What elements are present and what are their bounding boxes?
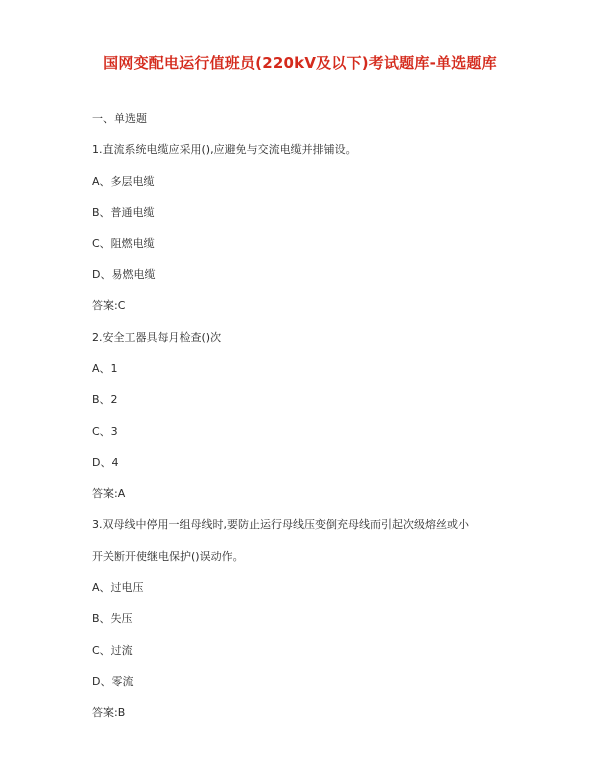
question-3-option-d: D、零流 [92, 675, 134, 688]
question-3-option-a: A、过电压 [92, 581, 144, 594]
question-1-answer: 答案:C [92, 299, 126, 312]
question-1-option-b: B、普通电缆 [92, 206, 155, 219]
question-2-option-b: B、2 [92, 393, 118, 406]
question-3-option-c: C、过流 [92, 644, 133, 657]
question-1-option-a: A、多层电缆 [92, 175, 155, 188]
question-2-option-a: A、1 [92, 362, 118, 375]
question-1-option-d: D、易燃电缆 [92, 268, 156, 281]
document-title: 国网变配电运行值班员(220kV及以下)考试题库-单选题库 [103, 54, 497, 72]
question-2-option-c: C、3 [92, 425, 118, 438]
question-1-stem: 1.直流系统电缆应采用(),应避免与交流电缆并排铺设。 [92, 143, 357, 156]
question-3-option-b: B、失压 [92, 612, 133, 625]
section-heading: 一、单选题 [92, 112, 147, 125]
question-3-stem-line-2: 开关断开使继电保护()误动作。 [92, 550, 244, 563]
question-2-answer: 答案:A [92, 487, 126, 500]
question-3-stem-line-1: 3.双母线中停用一组母线时,要防止运行母线压变倒充母线而引起次级熔丝或小 [92, 518, 469, 531]
question-3-answer: 答案:B [92, 706, 126, 719]
question-1-option-c: C、阻燃电缆 [92, 237, 155, 250]
question-2-stem: 2.安全工器具每月检查()次 [92, 331, 222, 344]
question-2-option-d: D、4 [92, 456, 119, 469]
